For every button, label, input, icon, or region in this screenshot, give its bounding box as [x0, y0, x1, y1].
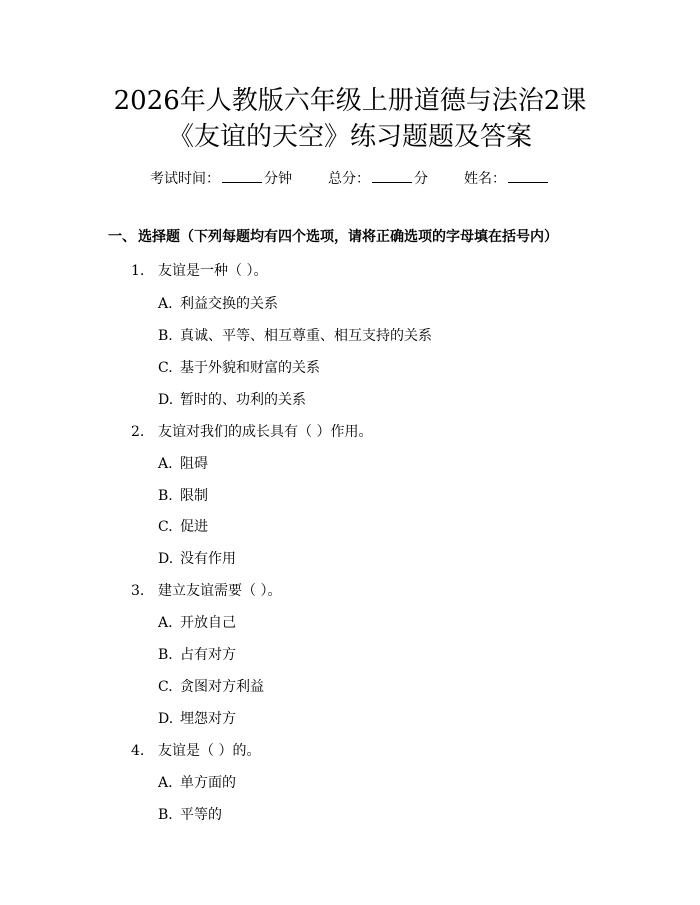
option-letter: B. [158, 328, 173, 344]
option-2d [158, 548, 236, 568]
option-text: 贪图对方利益 [180, 679, 264, 695]
option-text: 埋怨对方 [180, 711, 236, 727]
option-letter: A. [158, 456, 173, 472]
section-number: 一、 [108, 229, 136, 245]
option-1a [158, 293, 278, 313]
question-text: 友谊是一种（ ）。 [158, 263, 268, 279]
time-label: 考试时间： [150, 171, 220, 187]
option-letter: D. [158, 392, 174, 408]
option-text: 占有对方 [180, 647, 236, 663]
question-text: 友谊是（ ）的。 [158, 743, 261, 759]
option-2c [158, 516, 208, 536]
option-text: 基于外貌和财富的关系 [180, 360, 320, 376]
option-text: 阻碍 [180, 456, 208, 472]
question-number: 4. [131, 743, 145, 759]
option-text: 没有作用 [180, 551, 236, 567]
score-blank [372, 170, 412, 183]
option-letter: B. [158, 647, 173, 663]
option-2a [158, 453, 208, 473]
option-4b [158, 804, 222, 824]
option-1d [158, 389, 306, 409]
question-text: 友谊对我们的成长具有（ ）作用。 [158, 424, 373, 440]
option-letter: A. [158, 775, 173, 791]
option-letter: D. [158, 711, 174, 727]
section-heading [108, 226, 558, 246]
score-label: 总分： [328, 171, 370, 187]
question-4 [131, 740, 260, 760]
option-letter: A. [158, 615, 173, 631]
option-3c [158, 676, 264, 696]
option-1b [158, 325, 432, 345]
option-letter: C. [158, 519, 173, 535]
option-3d [158, 708, 236, 728]
time-blank [222, 170, 262, 183]
document-title-line-1: 2026年人教版六年级上册道德与法治2课 [113, 86, 587, 116]
document-title-line-2: 《友谊的天空》练习题题及答案 [167, 122, 532, 152]
option-text: 真诚、平等、相互尊重、相互支持的关系 [180, 328, 432, 344]
option-3b [158, 644, 236, 664]
question-2 [131, 421, 372, 441]
question-1 [131, 260, 267, 280]
time-unit: 分钟 [264, 171, 292, 187]
option-letter: C. [158, 360, 173, 376]
option-text: 平等的 [180, 807, 222, 823]
option-text: 利益交换的关系 [180, 296, 278, 312]
name-blank [508, 170, 548, 183]
section-title: 选择题（下列每题均有四个选项，请将正确选项的字母填在括号内） [138, 229, 558, 245]
question-number: 2. [131, 424, 145, 440]
question-text: 建立友谊需要（ ）。 [158, 583, 282, 599]
option-text: 限制 [180, 488, 208, 504]
option-letter: B. [158, 488, 173, 504]
option-text: 开放自己 [180, 615, 236, 631]
option-text: 暂时的、功利的关系 [180, 392, 306, 408]
question-3 [131, 580, 281, 600]
question-number: 3. [131, 583, 145, 599]
option-2b [158, 485, 208, 505]
option-letter: C. [158, 679, 173, 695]
name-label: 姓名： [464, 171, 506, 187]
exam-meta [0, 168, 700, 188]
option-text: 促进 [180, 519, 208, 535]
option-text: 单方面的 [180, 775, 236, 791]
question-number: 1. [131, 263, 145, 279]
option-1c [158, 357, 320, 377]
option-4a [158, 772, 236, 792]
option-letter: A. [158, 296, 173, 312]
option-letter: D. [158, 551, 174, 567]
score-unit: 分 [414, 171, 428, 187]
option-letter: B. [158, 807, 173, 823]
option-3a [158, 612, 236, 632]
